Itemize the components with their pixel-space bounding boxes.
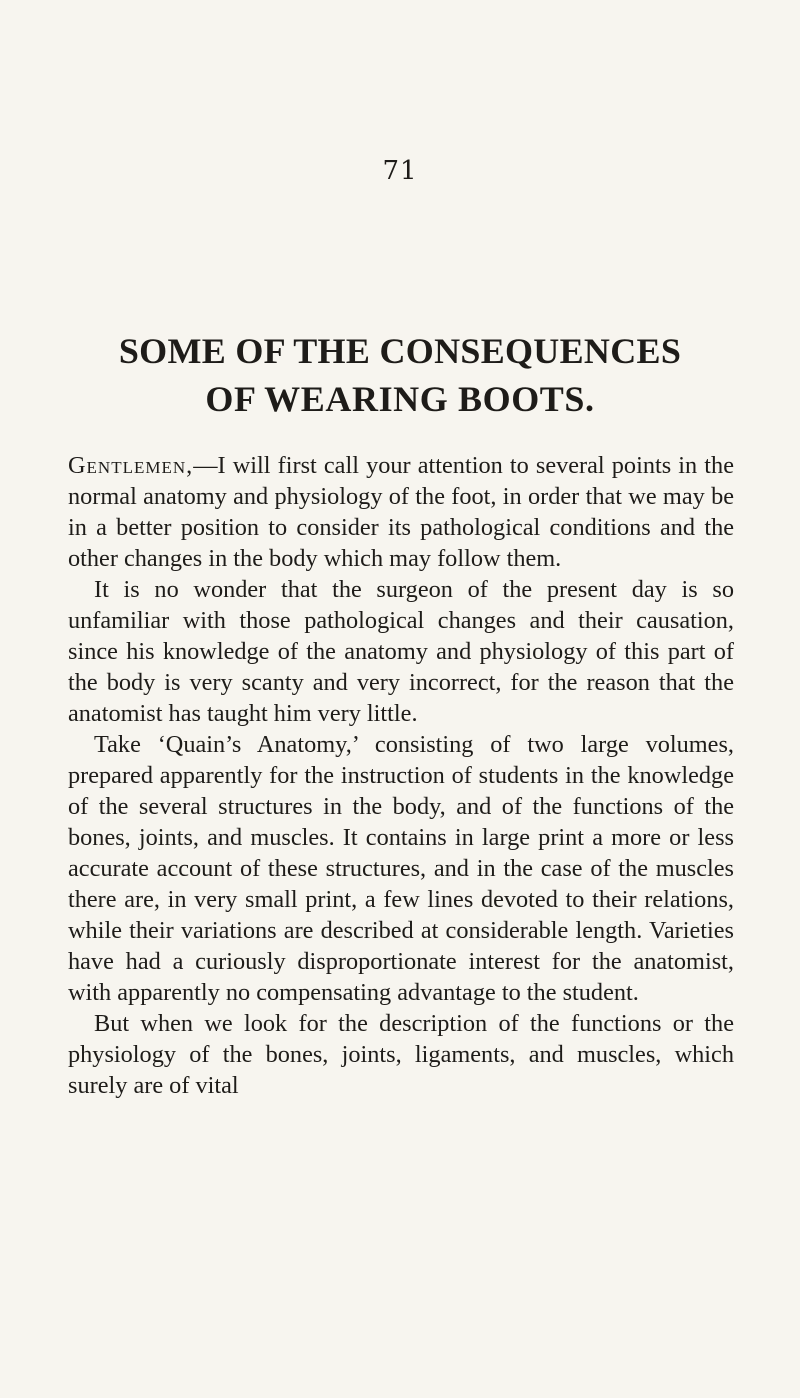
page-number: 71: [382, 156, 418, 186]
paragraph-3: Take ‘Quain’s Anatomy,’ consisting of two large volumes, prepared apparently for the instruction of students in the knowledge of the several structures in the body, and of the functions of the bones, joints, and muscles. It contains in large print a more or less accurate account of these structures, and in the case of the muscles there are, in very small print, a few lines devoted to their relations, while their variations are described at considerable length. Varieties have had a curiously disproportionate interest for the anatomist, with apparently no compensating advantage to the student.: [68, 731, 734, 1006]
body-text: [68, 450, 734, 1101]
chapter-title-line-1: SOME OF THE CONSEQUENCES: [118, 331, 682, 371]
paragraph-2: It is no wonder that the surgeon of the present day is so unfamiliar with those pathological changes and their causation, since his knowledge of the anatomy and physiology of this part of the body is very scanty and very incorrect, for the reason that the anatomist has taught him very little.: [68, 576, 734, 727]
paragraph-4: But when we look for the description of the functions or the physiology of the bones, joints, ligaments, and muscles, which surely are of vital: [68, 1010, 734, 1099]
salutation: Gentlemen,: [68, 452, 194, 479]
paragraph-1: [68, 450, 734, 574]
paragraph-1-text: —I will first call your attention to several points in the normal anatomy and physiology of the foot, in order that we may be in a better position to consider its pathological conditions and the other changes in the body which may follow them.: [68, 452, 734, 572]
chapter-title-line-2: OF WEARING BOOTS.: [205, 379, 595, 419]
